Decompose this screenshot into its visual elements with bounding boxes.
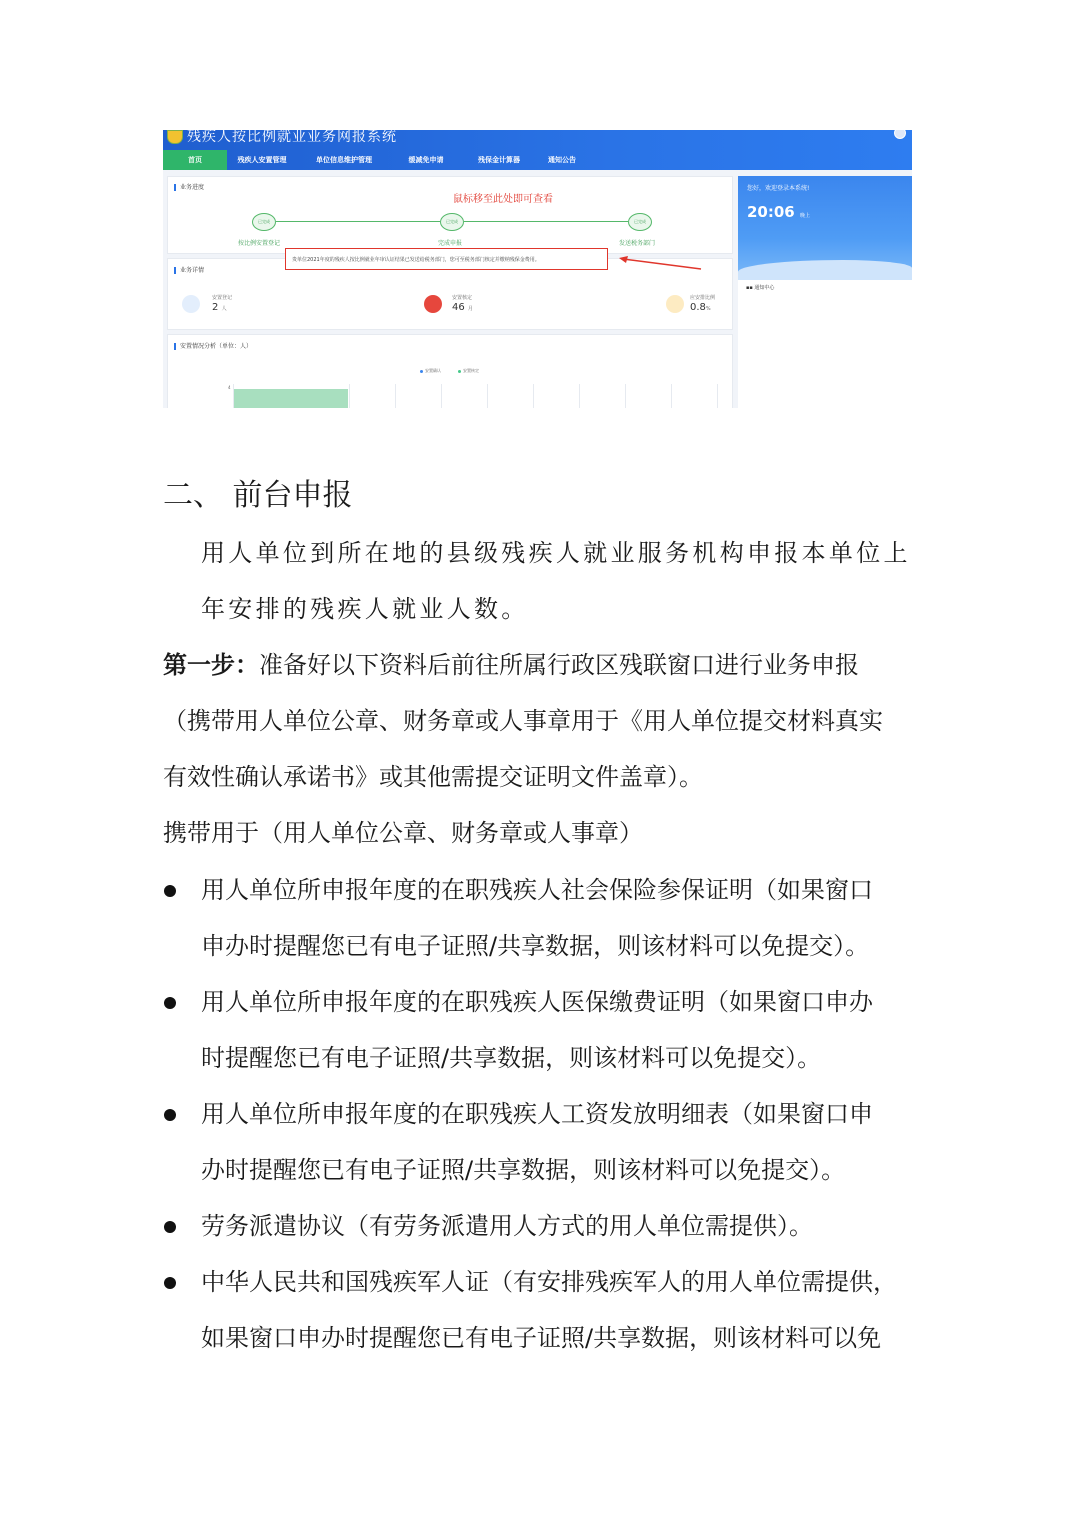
main-nav — [163, 150, 587, 170]
bullet-line: 中华人民共和国残疾军人证（有安排残疾军人的用人单位需提供， — [201, 1268, 897, 1296]
intro-line: 年安排的残疾人就业人数。 — [201, 595, 529, 623]
step1-line: （携带用人单位公章、财务章或人事章用于《用人单位提交材料真实 — [163, 707, 883, 735]
stat-label: 应安排比例 — [690, 295, 716, 301]
app-header — [163, 130, 912, 170]
welcome-text: 您好，欢迎登录本系统! — [747, 185, 810, 192]
section-heading: 二、 前台申报 — [163, 478, 353, 513]
hover-tip: 鼠标移至此处即可查看 — [453, 194, 553, 205]
stat-value: 46 月 — [452, 302, 473, 313]
embedded-screenshot — [163, 130, 912, 408]
bullet-line: 申办时提醒您已有电子证照/共享数据，则该材料可以免提交）。 — [201, 932, 870, 960]
progress-line — [464, 221, 628, 222]
grid-line — [625, 384, 626, 408]
step-label: 发送税务部门 — [619, 240, 656, 247]
progress-line — [276, 221, 440, 222]
step1-line: 有效性确认承诺书》或其他需提交证明文件盖章）。 — [163, 763, 703, 791]
grid-line — [349, 384, 350, 408]
nav-item-unit-info[interactable]: 单位信息维护管理 — [316, 156, 372, 164]
bullet-line: 用人单位所申报年度的在职残疾人工资发放明细表（如果窗口申 — [201, 1100, 873, 1128]
step-label: 按比例安置登记 — [238, 240, 281, 247]
intro-line: 用人单位到所在地的县级残疾人就业服务机构申报本单位上 — [201, 539, 911, 567]
progress-card-title: 业务进度 — [174, 184, 204, 191]
step-node: 已完成 — [440, 213, 464, 231]
red-arrow-icon — [617, 255, 703, 271]
coins-icon — [666, 295, 684, 313]
detail-card-title: 业务详情 — [174, 267, 204, 274]
notice-center-title[interactable]: ▪▪ 通知中心 — [746, 285, 775, 291]
grid-line — [395, 384, 396, 408]
bullet-icon — [164, 1221, 176, 1233]
right-panel — [738, 280, 912, 408]
bullet-line: 如果窗口申办时提醒您已有电子证照/共享数据，则该材料可以免 — [201, 1324, 882, 1352]
grid-line — [441, 384, 442, 408]
carry-line: 携带用于（用人单位公章、财务章或人事章） — [163, 819, 643, 847]
step-label: 完成申报 — [438, 240, 463, 247]
bullet-line: 用人单位所申报年度的在职残疾人医保缴费证明（如果窗口申办 — [201, 988, 873, 1016]
user-avatar-icon[interactable] — [894, 130, 906, 139]
stat-label: 安置核定 — [452, 295, 473, 301]
bullet-line: 时提醒您已有电子证照/共享数据，则该材料可以免提交）。 — [201, 1044, 822, 1072]
welcome-card — [738, 176, 912, 280]
grid-line — [671, 384, 672, 408]
step-node: 已完成 — [628, 213, 652, 231]
y-tick-label: 4 — [228, 385, 231, 390]
bullet-icon — [164, 885, 176, 897]
bullet-line: 办时提醒您已有电子证照/共享数据，则该材料可以免提交）。 — [201, 1156, 846, 1184]
grid-line — [487, 384, 488, 408]
bullet-icon — [164, 1109, 176, 1121]
legend-item: 安置核定 — [458, 368, 479, 374]
stat-value: 0.8% — [690, 302, 711, 313]
bullet-icon — [164, 1277, 176, 1289]
grid-line — [533, 384, 534, 408]
nav-item-calculator[interactable]: 残保金计算器 — [478, 156, 520, 164]
welcome-wave — [738, 260, 912, 280]
step-node: 已完成 — [252, 213, 276, 231]
step1-line: 第一步：准备好以下资料后前往所属行政区残联窗口进行业务申报 — [163, 651, 859, 679]
analysis-card-title: 安置情况分析（单位：人） — [174, 343, 252, 350]
nav-item-reduction[interactable]: 缓减免申请 — [408, 156, 444, 164]
grid-line — [717, 384, 718, 408]
progress-card — [167, 176, 733, 254]
stat-value: 2 人 — [212, 302, 227, 313]
nav-item-home[interactable]: 首页 — [163, 150, 227, 170]
user-badge-icon — [424, 295, 442, 313]
bullet-icon — [164, 997, 176, 1009]
stat-label: 安置登记 — [212, 295, 233, 301]
briefcase-icon — [182, 295, 200, 313]
nav-item-placement[interactable]: 残疾人安置管理 — [237, 156, 287, 164]
bullet-line: 劳务派遣协议（有劳务派遣用人方式的用人单位需提供）。 — [201, 1212, 813, 1240]
clock: 20:06 晚上 — [747, 203, 810, 221]
bullet-line: 用人单位所申报年度的在职残疾人社会保险参保证明（如果窗口 — [201, 876, 873, 904]
grid-line — [579, 384, 580, 408]
notice-box: 贵单位2021年度的残疾人按比例就业年审认证结果已发送给税务部门，您可至税务部门核定并缴纳残保金费用。 — [285, 248, 608, 270]
app-logo-icon — [167, 130, 183, 144]
app-title: 残疾人按比例就业业务网报系统 — [187, 130, 397, 145]
chart-bar — [234, 389, 348, 408]
legend-item: 安置确认 — [420, 368, 441, 374]
nav-item-notices[interactable]: 通知公告 — [548, 156, 576, 164]
